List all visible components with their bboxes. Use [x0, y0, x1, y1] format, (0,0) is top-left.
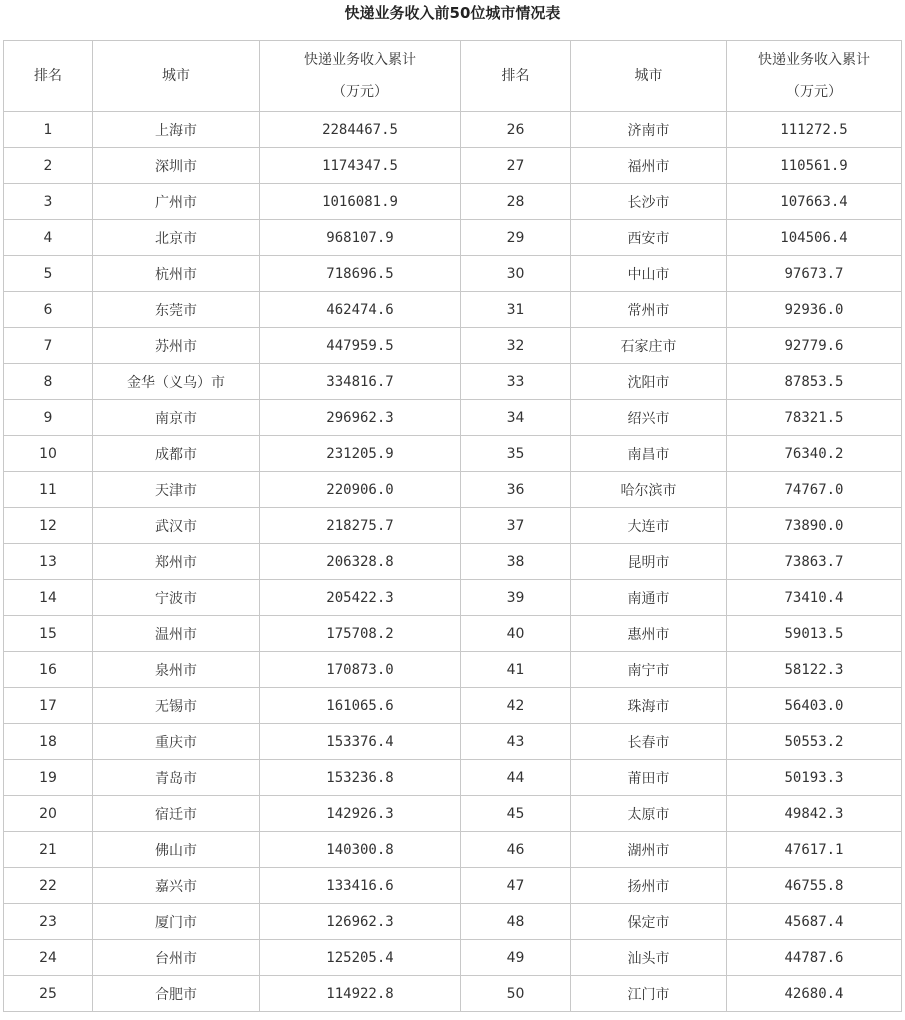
revenue-cell: 74767.0	[727, 472, 902, 508]
revenue-cell: 110561.9	[727, 148, 902, 184]
rank-cell: 48	[461, 904, 571, 940]
revenue-cell: 73410.4	[727, 580, 902, 616]
revenue-cell: 44787.6	[727, 940, 902, 976]
rank-cell: 33	[461, 364, 571, 400]
revenue-cell: 92936.0	[727, 292, 902, 328]
table-row	[4, 976, 902, 1012]
rank-cell: 19	[4, 760, 93, 796]
revenue-cell: 104506.4	[727, 220, 902, 256]
revenue-cell: 92779.6	[727, 328, 902, 364]
table-row	[4, 868, 902, 904]
revenue-cell: 76340.2	[727, 436, 902, 472]
city-cell: 广州市	[93, 184, 260, 220]
rank-cell: 32	[461, 328, 571, 364]
city-cell: 湖州市	[571, 832, 727, 868]
revenue-cell: 58122.3	[727, 652, 902, 688]
revenue-cell: 47617.1	[727, 832, 902, 868]
city-cell: 青岛市	[93, 760, 260, 796]
city-cell: 无锡市	[93, 688, 260, 724]
revenue-cell: 334816.7	[260, 364, 461, 400]
table-row	[4, 652, 902, 688]
city-cell: 扬州市	[571, 868, 727, 904]
revenue-cell: 56403.0	[727, 688, 902, 724]
revenue-cell: 1174347.5	[260, 148, 461, 184]
revenue-cell: 49842.3	[727, 796, 902, 832]
table-row	[4, 904, 902, 940]
rank-cell: 37	[461, 508, 571, 544]
revenue-cell: 133416.6	[260, 868, 461, 904]
revenue-cell: 114922.8	[260, 976, 461, 1012]
table-row	[4, 508, 902, 544]
city-cell: 济南市	[571, 112, 727, 148]
rank-cell: 7	[4, 328, 93, 364]
city-cell: 常州市	[571, 292, 727, 328]
city-cell: 厦门市	[93, 904, 260, 940]
city-cell: 昆明市	[571, 544, 727, 580]
table-row	[4, 184, 902, 220]
revenue-cell: 50553.2	[727, 724, 902, 760]
header-revenue-left	[260, 41, 461, 112]
city-cell: 嘉兴市	[93, 868, 260, 904]
revenue-cell: 718696.5	[260, 256, 461, 292]
revenue-cell: 218275.7	[260, 508, 461, 544]
table-row	[4, 616, 902, 652]
rank-cell: 28	[461, 184, 571, 220]
city-cell: 宿迁市	[93, 796, 260, 832]
rank-cell: 6	[4, 292, 93, 328]
city-cell: 佛山市	[93, 832, 260, 868]
city-cell: 南京市	[93, 400, 260, 436]
revenue-cell: 73890.0	[727, 508, 902, 544]
header-city-left: 城市	[93, 41, 260, 112]
rank-cell: 35	[461, 436, 571, 472]
city-cell: 成都市	[93, 436, 260, 472]
table-row	[4, 544, 902, 580]
city-cell: 南通市	[571, 580, 727, 616]
revenue-cell: 50193.3	[727, 760, 902, 796]
city-cell: 沈阳市	[571, 364, 727, 400]
table-row	[4, 724, 902, 760]
city-cell: 南昌市	[571, 436, 727, 472]
header-revenue-line2: （万元）	[332, 84, 388, 100]
city-cell: 哈尔滨市	[571, 472, 727, 508]
table-body	[4, 41, 902, 1012]
city-cell: 福州市	[571, 148, 727, 184]
city-revenue-table	[3, 40, 902, 1012]
rank-cell: 43	[461, 724, 571, 760]
header-rank-right: 排名	[461, 41, 571, 112]
rank-cell: 46	[461, 832, 571, 868]
rank-cell: 3	[4, 184, 93, 220]
revenue-cell: 107663.4	[727, 184, 902, 220]
table-row	[4, 580, 902, 616]
city-cell: 西安市	[571, 220, 727, 256]
table-row	[4, 760, 902, 796]
rank-cell: 16	[4, 652, 93, 688]
revenue-cell: 78321.5	[727, 400, 902, 436]
revenue-cell: 59013.5	[727, 616, 902, 652]
revenue-cell: 2284467.5	[260, 112, 461, 148]
table-row	[4, 688, 902, 724]
rank-cell: 11	[4, 472, 93, 508]
city-cell: 中山市	[571, 256, 727, 292]
rank-cell: 18	[4, 724, 93, 760]
city-cell: 合肥市	[93, 976, 260, 1012]
rank-cell: 38	[461, 544, 571, 580]
rank-cell: 39	[461, 580, 571, 616]
city-cell: 莆田市	[571, 760, 727, 796]
city-cell: 珠海市	[571, 688, 727, 724]
city-cell: 长春市	[571, 724, 727, 760]
rank-cell: 42	[461, 688, 571, 724]
rank-cell: 2	[4, 148, 93, 184]
city-cell: 泉州市	[93, 652, 260, 688]
rank-cell: 49	[461, 940, 571, 976]
table-row	[4, 220, 902, 256]
header-rank-left: 排名	[4, 41, 93, 112]
header-revenue-line1: 快递业务收入累计	[304, 52, 416, 68]
table-row	[4, 940, 902, 976]
rank-cell: 1	[4, 112, 93, 148]
table-row	[4, 796, 902, 832]
rank-cell: 20	[4, 796, 93, 832]
city-cell: 苏州市	[93, 328, 260, 364]
rank-cell: 24	[4, 940, 93, 976]
revenue-cell: 46755.8	[727, 868, 902, 904]
rank-cell: 30	[461, 256, 571, 292]
table-row	[4, 472, 902, 508]
table-header-row	[4, 41, 902, 112]
table-row	[4, 436, 902, 472]
rank-cell: 50	[461, 976, 571, 1012]
revenue-cell: 161065.6	[260, 688, 461, 724]
rank-cell: 25	[4, 976, 93, 1012]
rank-cell: 22	[4, 868, 93, 904]
header-revenue-line1: 快递业务收入累计	[758, 52, 870, 68]
revenue-cell: 153376.4	[260, 724, 461, 760]
rank-cell: 47	[461, 868, 571, 904]
rank-cell: 34	[461, 400, 571, 436]
rank-cell: 21	[4, 832, 93, 868]
revenue-cell: 97673.7	[727, 256, 902, 292]
city-cell: 惠州市	[571, 616, 727, 652]
revenue-cell: 111272.5	[727, 112, 902, 148]
city-cell: 重庆市	[93, 724, 260, 760]
table-row	[4, 364, 902, 400]
revenue-cell: 125205.4	[260, 940, 461, 976]
revenue-cell: 220906.0	[260, 472, 461, 508]
rank-cell: 12	[4, 508, 93, 544]
table-row	[4, 112, 902, 148]
revenue-cell: 1016081.9	[260, 184, 461, 220]
rank-cell: 27	[461, 148, 571, 184]
revenue-cell: 170873.0	[260, 652, 461, 688]
revenue-cell: 231205.9	[260, 436, 461, 472]
city-cell: 东莞市	[93, 292, 260, 328]
city-cell: 上海市	[93, 112, 260, 148]
revenue-cell: 175708.2	[260, 616, 461, 652]
city-cell: 石家庄市	[571, 328, 727, 364]
rank-cell: 44	[461, 760, 571, 796]
revenue-cell: 153236.8	[260, 760, 461, 796]
table-row	[4, 328, 902, 364]
rank-cell: 31	[461, 292, 571, 328]
revenue-cell: 126962.3	[260, 904, 461, 940]
city-cell: 郑州市	[93, 544, 260, 580]
rank-cell: 29	[461, 220, 571, 256]
city-cell: 杭州市	[93, 256, 260, 292]
rank-cell: 17	[4, 688, 93, 724]
rank-cell: 36	[461, 472, 571, 508]
header-city-right: 城市	[571, 41, 727, 112]
revenue-cell: 206328.8	[260, 544, 461, 580]
revenue-cell: 968107.9	[260, 220, 461, 256]
rank-cell: 8	[4, 364, 93, 400]
city-cell: 长沙市	[571, 184, 727, 220]
city-cell: 宁波市	[93, 580, 260, 616]
revenue-cell: 87853.5	[727, 364, 902, 400]
revenue-cell: 45687.4	[727, 904, 902, 940]
table-row	[4, 292, 902, 328]
revenue-cell: 142926.3	[260, 796, 461, 832]
rank-cell: 13	[4, 544, 93, 580]
revenue-cell: 447959.5	[260, 328, 461, 364]
table-row	[4, 148, 902, 184]
city-cell: 台州市	[93, 940, 260, 976]
header-revenue-right	[727, 41, 902, 112]
city-cell: 大连市	[571, 508, 727, 544]
city-cell: 金华（义乌）市	[93, 364, 260, 400]
page-title: 快递业务收入前50位城市情况表	[344, 4, 561, 22]
city-cell: 汕头市	[571, 940, 727, 976]
rank-cell: 9	[4, 400, 93, 436]
city-cell: 深圳市	[93, 148, 260, 184]
city-cell: 温州市	[93, 616, 260, 652]
rank-cell: 40	[461, 616, 571, 652]
rank-cell: 5	[4, 256, 93, 292]
revenue-cell: 296962.3	[260, 400, 461, 436]
rank-cell: 45	[461, 796, 571, 832]
city-cell: 太原市	[571, 796, 727, 832]
city-cell: 保定市	[571, 904, 727, 940]
city-cell: 绍兴市	[571, 400, 727, 436]
revenue-cell: 73863.7	[727, 544, 902, 580]
revenue-cell: 42680.4	[727, 976, 902, 1012]
rank-cell: 15	[4, 616, 93, 652]
header-revenue-line2: （万元）	[786, 84, 842, 100]
revenue-cell: 462474.6	[260, 292, 461, 328]
city-cell: 江门市	[571, 976, 727, 1012]
city-cell: 南宁市	[571, 652, 727, 688]
table-row	[4, 832, 902, 868]
table-row	[4, 400, 902, 436]
city-cell: 武汉市	[93, 508, 260, 544]
rank-cell: 14	[4, 580, 93, 616]
table-row	[4, 256, 902, 292]
revenue-cell: 140300.8	[260, 832, 461, 868]
rank-cell: 4	[4, 220, 93, 256]
rank-cell: 10	[4, 436, 93, 472]
city-cell: 北京市	[93, 220, 260, 256]
rank-cell: 26	[461, 112, 571, 148]
city-cell: 天津市	[93, 472, 260, 508]
rank-cell: 41	[461, 652, 571, 688]
revenue-cell: 205422.3	[260, 580, 461, 616]
rank-cell: 23	[4, 904, 93, 940]
